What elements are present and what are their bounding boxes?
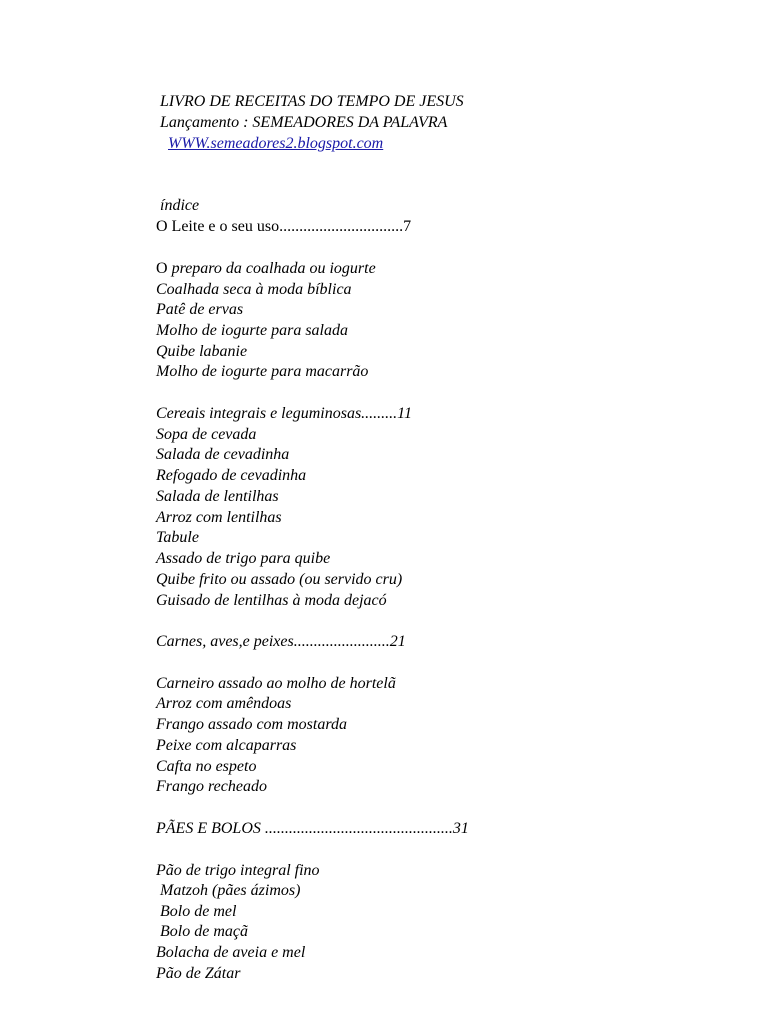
list-item: Sopa de cevada [156, 426, 257, 443]
list-item: Bolacha de aveia e mel [156, 944, 306, 961]
list-item: Molho de iogurte para macarrão [156, 363, 369, 380]
list-item: Arroz com lentilhas [156, 509, 282, 526]
list-item: Cafta no espeto [156, 758, 257, 775]
list-item: Coalhada seca à moda bíblica [156, 281, 352, 298]
list-item: Tabule [156, 529, 199, 546]
list-item: Patê de ervas [156, 301, 244, 318]
list-item: Frango assado com mostarda [156, 716, 347, 733]
list-item: Salada de lentilhas [156, 488, 279, 505]
list-item: Carneiro assado ao molho de hortelã [156, 675, 396, 692]
section-meats: Carnes, aves,e peixes........................21 [156, 633, 406, 650]
list-item: Bolo de mel [156, 903, 237, 920]
list-item: Guisado de lentilhas à moda dejacó [156, 592, 387, 609]
section-breads: PÃES E BOLOS ...............................................31 [156, 820, 469, 837]
list-item: Pão de Zátar [156, 965, 241, 982]
index-heading: índice [160, 197, 200, 214]
list-item: Frango recheado [156, 778, 267, 795]
list-item: O preparo da coalhada ou iogurte [156, 260, 376, 277]
list-item: Molho de iogurte para salada [156, 322, 348, 339]
list-item: Quibe frito ou assado (ou servido cru) [156, 571, 403, 588]
section-milk: O Leite e o seu uso...............................7 [156, 218, 412, 235]
book-title: LIVRO DE RECEITAS DO TEMPO DE JESUS [160, 93, 464, 110]
list-item: Matzoh (pães ázimos) [156, 882, 301, 899]
list-item: Peixe com alcaparras [156, 737, 297, 754]
list-item: Arroz com amêndoas [156, 695, 292, 712]
list-item: Salada de cevadinha [156, 446, 290, 463]
list-item: Assado de trigo para quibe [156, 550, 331, 567]
list-item: Pão de trigo integral fino [156, 862, 320, 879]
list-item-text: preparo da coalhada ou iogurte [171, 260, 376, 277]
list-item: Quibe labanie [156, 343, 248, 360]
section-cereals: Cereais integrais e leguminosas.........11 [156, 405, 412, 422]
list-item: Refogado de cevadinha [156, 467, 307, 484]
launch-line: Lançamento : SEMEADORES DA PALAVRA [160, 114, 448, 131]
list-item: Bolo de maçã [156, 923, 248, 940]
website-link[interactable]: WWW.semeadores2.blogspot.com [168, 135, 384, 152]
